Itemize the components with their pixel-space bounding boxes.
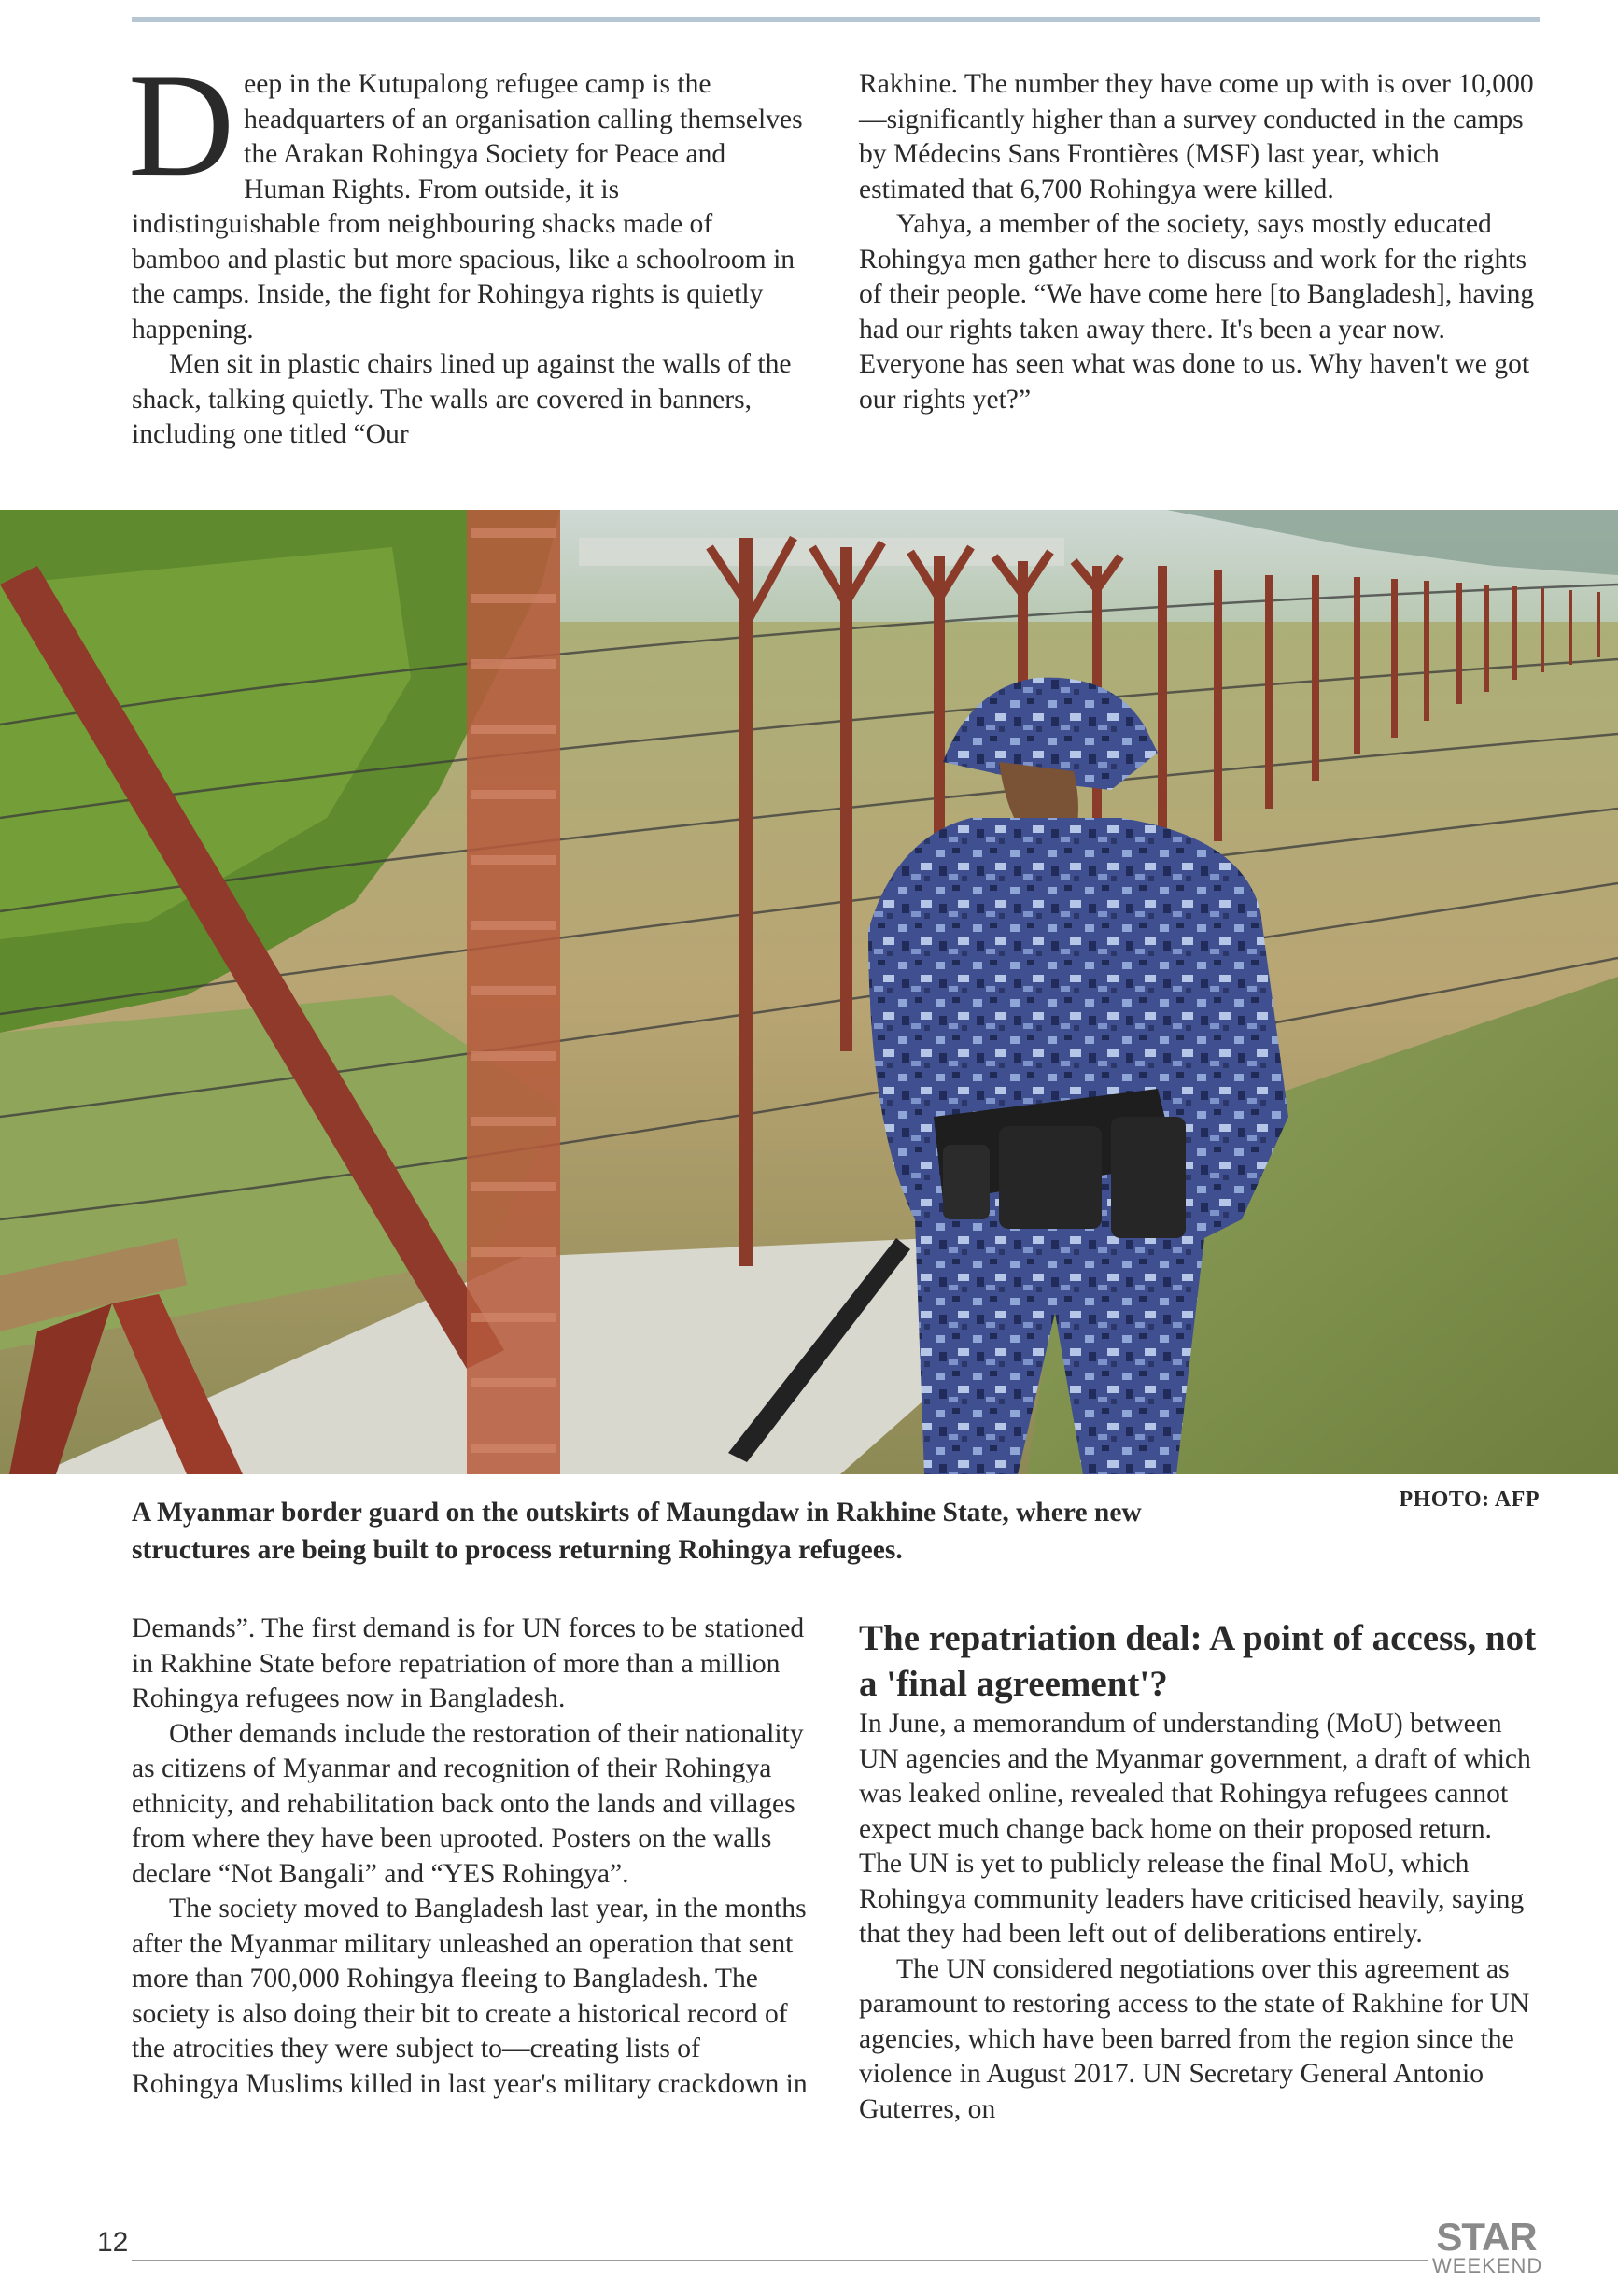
paragraph: Demands”. The first demand is for UN forces to be stationed in Rakhine State before repatriation of more than a million Rohingya refugees now in Bangladesh.: [132, 1613, 805, 1713]
paragraph: Deep in the Kutupalong refugee camp is the headquarters of an organisation calling themselves the Arakan Rohingya Society for Peace and Human Rights. From outside, it is indistinguishable from neighbouring shacks made of bamboo and plastic but more spacious, like a schoolroom in the camps. Inside, the fight for Rohingya rights is quietly happening.: [128, 44, 803, 345]
paragraph: Other demands include the restoration of their nationality as citizens of Myanmar and recognition of their Rohingya ethnicity, and rehabilitation back onto the lands and villages from where they have been uprooted. Posters on the walls declare “Not Bangali” and “YES Rohingya”.: [132, 1718, 804, 1889]
paragraph: Yahya, a member of the society, says mostly educated Rohingya men gather here to discuss and work for the rights of their people. “We have come here [to Bangladesh], having had our rights taken away there. It's been a year now. Everyone has seen what was done to us. Why haven't we got our rights yet?”: [859, 209, 1535, 415]
article-column-2: [859, 67, 1541, 417]
paragraph: The society moved to Bangladesh last year, in the months after the Myanmar military unleashed an operation that sent more than 700,000 Rohingya fleeing to Bangladesh. The society is also doing their bit to create a historical record of the atrocities they were subject to—creating lists of Rohingya Muslims killed in last year's military crackdown in: [132, 1894, 808, 2099]
footer-rule: [132, 2260, 1428, 2261]
photo-caption: A Myanmar border guard on the outskirts of Maungdaw in Rakhine State, where new structures are being built to process returning Rohingya refugees.: [132, 1498, 1142, 1565]
paragraph: In June, a memorandum of understanding (MoU) between UN agencies and the Myanmar government, a draft of which was leaked online, revealed that Rohingya refugees cannot expect much change back home on their proposed return. The UN is yet to publicly release the final MoU, which Rohingya community leaders have criticised heavily, saying that they had been left out of deliberations entirely.: [859, 1709, 1531, 1949]
page-number: 12: [97, 2227, 129, 2258]
paragraph: The UN considered negotiations over this agreement as paramount to restoring access to the state of Rakhine for UN agencies, which have been barred from the region since the violence in August 2017. UN Secretary General Antonio Guterres, on: [859, 1953, 1530, 2124]
paragraph: Men sit in plastic chairs lined up against the walls of the shack, talking quietly. The walls are covered in banners, including one titled “Our: [132, 349, 792, 449]
photo-border-guard: [0, 510, 1618, 1474]
section-subheading: The repatriation deal: A point of access, not a 'final agreement'?: [859, 1618, 1537, 1704]
article-column-1: [128, 44, 804, 453]
logo-line-2: WEEKEND: [1432, 2254, 1543, 2277]
drop-cap: D: [128, 44, 235, 207]
logo-line-1: STAR: [1436, 2215, 1537, 2259]
star-weekend-logo: [1432, 2215, 1543, 2277]
paragraph: Rakhine. The number they have come up with is over 10,000—significantly higher than a survey conducted in the camps by Médecins Sans Frontières (MSF) last year, which estimated that 6,700 Rohingya were killed.: [859, 69, 1534, 204]
article-column-3: [132, 1612, 813, 2102]
top-rule: [132, 17, 1540, 22]
photo-credit: PHOTO: AFP: [1399, 1487, 1540, 1512]
article-column-4: [859, 1612, 1541, 2127]
